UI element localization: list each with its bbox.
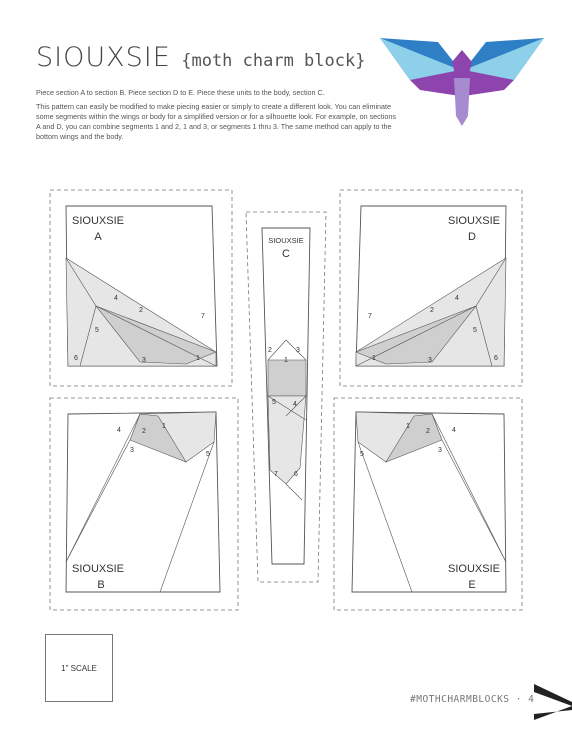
- block-c-seg-1: 1: [284, 357, 288, 364]
- instruction-line-1: Piece section A to section B. Piece section D to E. Piece these units to the body, section C.: [36, 88, 325, 97]
- block-e-seg-5: 5: [360, 451, 364, 458]
- block-b-seg-3: 3: [130, 447, 134, 454]
- block-b-seg-2: 2: [142, 428, 146, 435]
- block-d-seg-1: 1: [372, 355, 376, 362]
- block-c-letter: C: [282, 248, 290, 260]
- block-d-letter: D: [468, 231, 476, 243]
- block-d-seg-3: 3: [428, 357, 432, 364]
- block-e-seg-3: 3: [438, 447, 442, 454]
- block-d-seg-5: 5: [473, 327, 477, 334]
- block-a-seg-6: 6: [74, 355, 78, 362]
- corner-chevron-icon: [528, 680, 572, 724]
- block-a-seg-5: 5: [95, 327, 99, 334]
- block-a-seg-7: 7: [201, 313, 205, 320]
- block-d-seg-4: 4: [455, 295, 459, 302]
- title-subtitle: {moth charm block}: [181, 51, 366, 71]
- block-c-name: SIOUXSIE: [268, 236, 304, 245]
- block-c-seg-7: 7: [274, 471, 278, 478]
- footer-hashtag: #MOTHCHARMBLOCKS · 4: [410, 694, 535, 705]
- block-e-letter: E: [468, 579, 476, 591]
- block-d-seg-2: 2: [430, 307, 434, 314]
- block-d-seg-6: 6: [494, 355, 498, 362]
- block-b-name: SIOUXSIE: [72, 563, 124, 575]
- block-e-seg-1: 1: [406, 423, 410, 430]
- scale-reference-box: [45, 634, 113, 702]
- block-d-seg-7: 7: [368, 313, 372, 320]
- title-text: SIOUXSIE: [36, 42, 171, 73]
- block-a-name: SIOUXSIE: [72, 215, 124, 227]
- block-a-seg-1: 1: [196, 355, 200, 362]
- block-d-name: SIOUXSIE: [448, 215, 500, 227]
- block-c-seg-5: 5: [272, 399, 276, 406]
- block-e-name: SIOUXSIE: [448, 563, 500, 575]
- block-e-seg-4: 4: [452, 427, 456, 434]
- block-a-seg-4: 4: [114, 295, 118, 302]
- block-a-letter: A: [94, 231, 102, 243]
- scale-label: 1" SCALE: [61, 663, 97, 673]
- block-c-seg-4: 4: [293, 401, 297, 408]
- block-e-seg-2: 2: [426, 428, 430, 435]
- block-c-seg-6: 6: [294, 471, 298, 478]
- block-b-letter: B: [97, 579, 105, 591]
- instruction-line-2: This pattern can easily be modified to make piecing easier or simply to create a different look. You can eliminate some segments within the wings or body for a simplified version or for a silhouette look. For example, on sections A and D, you can combine segments 1 and 2, 1 and 3, or segments 1 thru 3. The same method can apply to the bottom wings and the body.: [36, 102, 396, 141]
- block-b-seg-4: 4: [117, 427, 121, 434]
- block-b-seg-5: 5: [206, 451, 210, 458]
- block-b-seg-1: 1: [162, 423, 166, 430]
- block-c-seg-2: 2: [268, 347, 272, 354]
- block-a-seg-2: 2: [139, 307, 143, 314]
- block-c-seg-3: 3: [296, 347, 300, 354]
- block-c-piece-1: [268, 360, 306, 396]
- block-a-seg-3: 3: [142, 357, 146, 364]
